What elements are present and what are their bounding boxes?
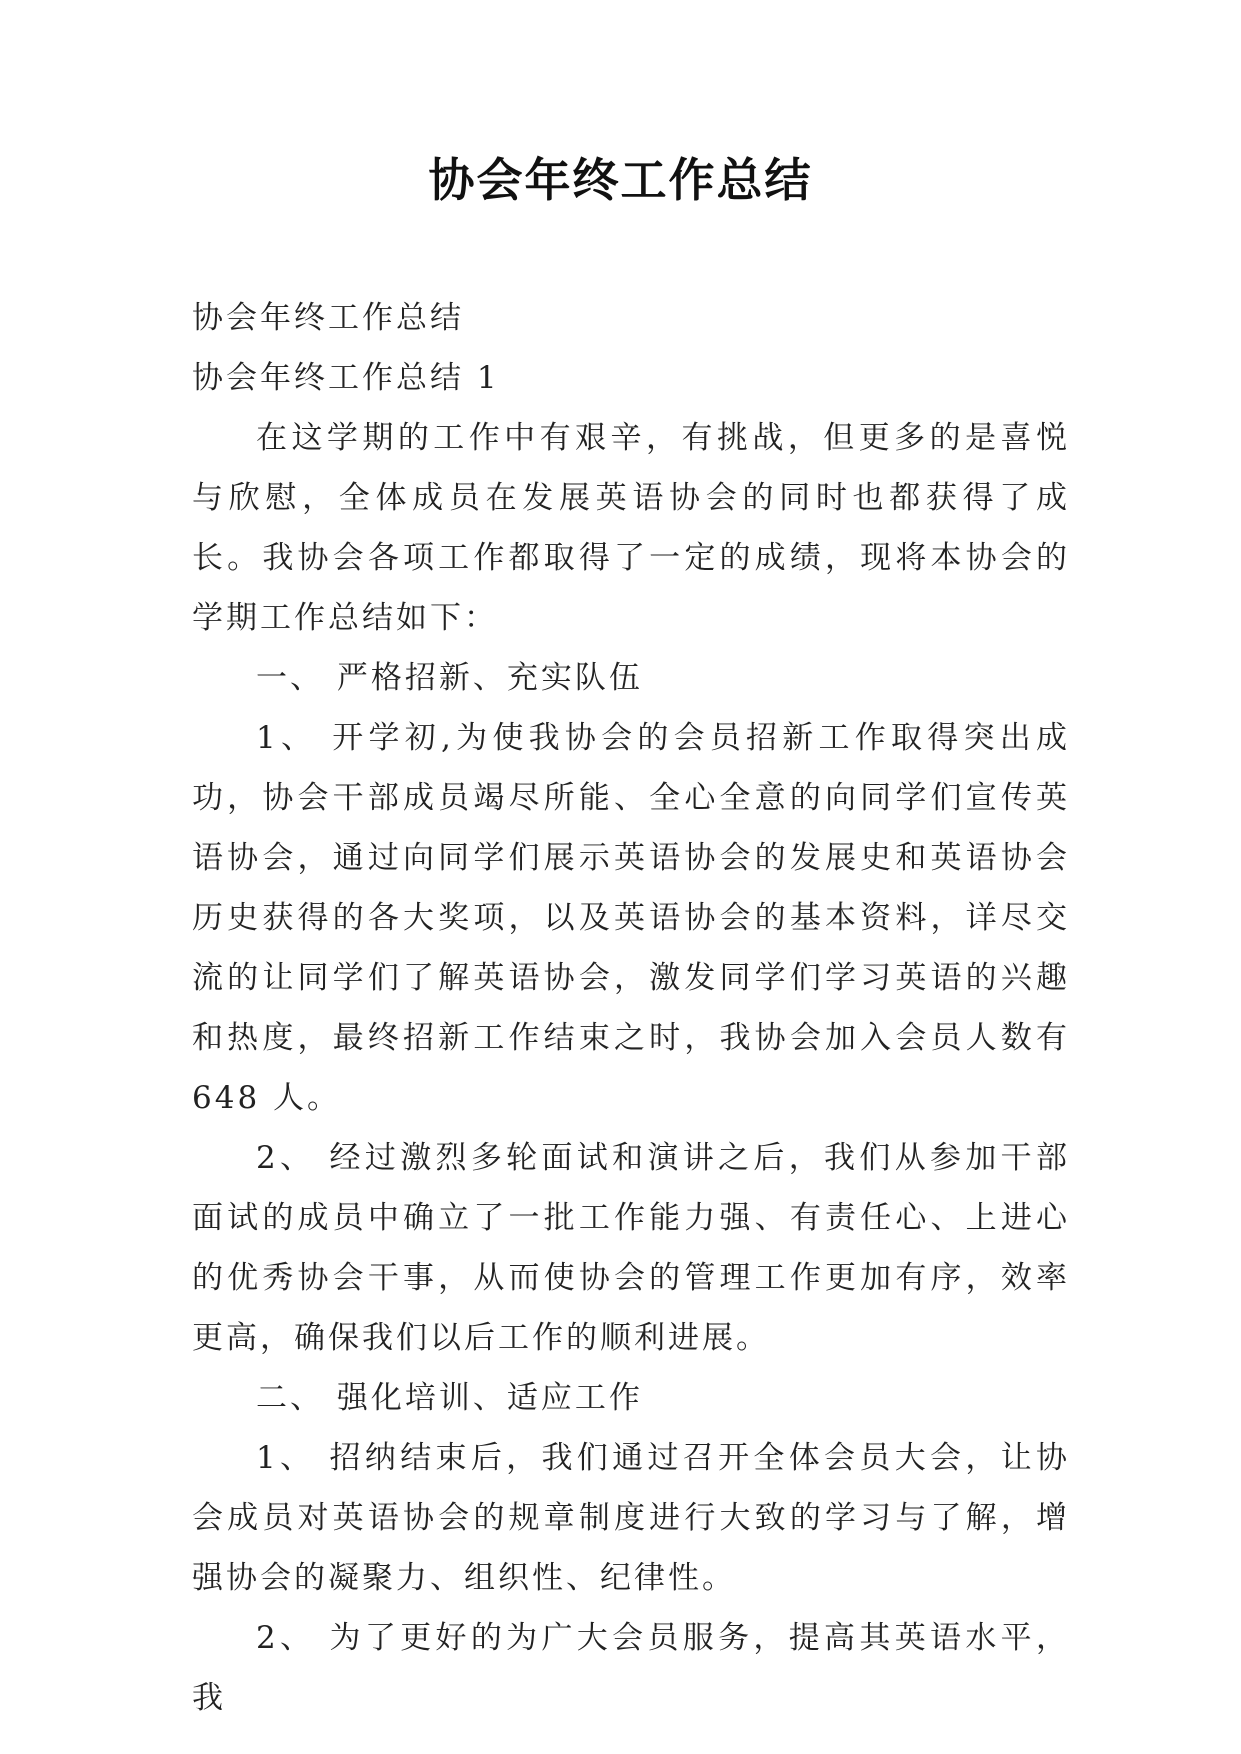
paragraph-1-1: 1、 开学初,为使我协会的会员招新工作取得突出成功，协会干部成员竭尽所能、全心全意的向同学们宣传英语协会，通过向同学们展示英语协会的发展史和英语协会历史获得的各大奖项，以及英语协会的基本资料，详尽交流的让同学们了解英语协会，激发同学们学习英语的兴趣和热度，最终招新工作结束之时，我协会加入会员人数有 648 人。 [192, 720, 1070, 1116]
section-heading-2: 二、 强化培训、适应工作 [256, 1380, 643, 1416]
paragraph-subheading: 协会年终工作总结 1 [192, 360, 500, 396]
paragraph-heading: 协会年终工作总结 [192, 300, 464, 336]
paragraph-1-2: 2、 经过激烈多轮面试和演讲之后，我们从参加干部面试的成员中确立了一批工作能力强、有责任心、上进心的优秀协会干事，从而使协会的管理工作更加有序，效率更高，确保我们以后工作的顺利进展。 [192, 1140, 1070, 1356]
paragraph-2-1: 1、 招纳结束后，我们通过召开全体会员大会，让协会成员对英语协会的规章制度进行大致的学习与了解，增强协会的凝聚力、组织性、纪律性。 [192, 1440, 1070, 1596]
paragraph-intro: 在这学期的工作中有艰辛，有挑战，但更多的是喜悦与欣慰，全体成员在发展英语协会的同时也都获得了成长。我协会各项工作都取得了一定的成绩，现将本协会的学期工作总结如下： [192, 420, 1070, 636]
document-title: 协会年终工作总结 [428, 153, 813, 207]
paragraph-2-2: 2、 为了更好的为广大会员服务，提高其英语水平，我 [192, 1620, 1070, 1716]
section-heading-1: 一、 严格招新、充实队伍 [256, 660, 643, 696]
document-body [192, 288, 1070, 1728]
